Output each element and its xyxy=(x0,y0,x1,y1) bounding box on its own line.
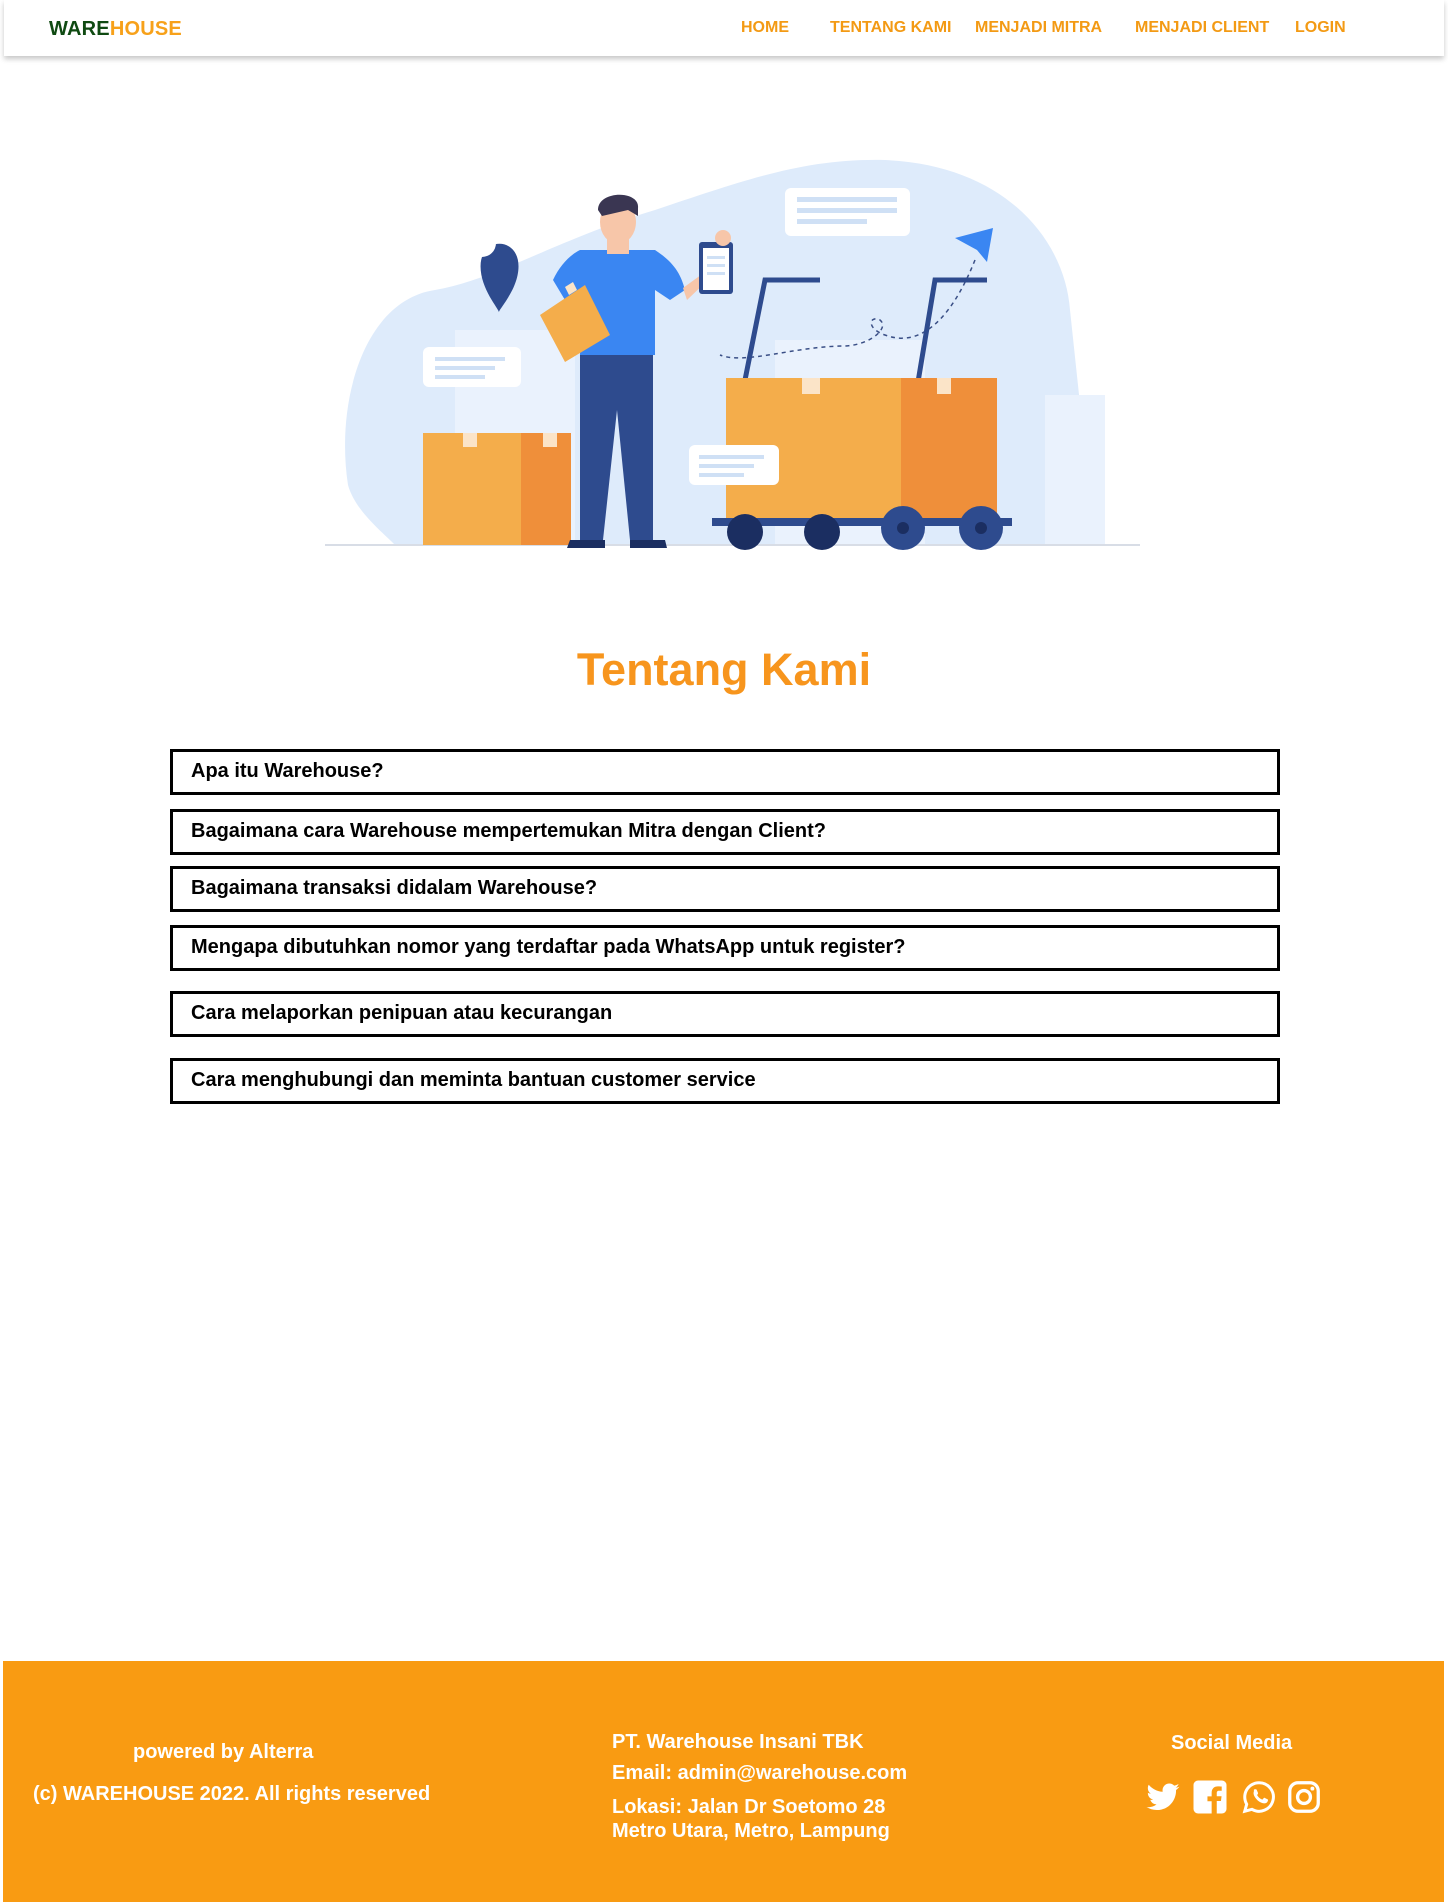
logo-ware: WARE xyxy=(49,18,110,40)
twitter-icon[interactable] xyxy=(1145,1779,1181,1815)
page-title: Tentang Kami xyxy=(576,644,872,695)
nav-menjadi-client[interactable]: MENJADI CLIENT xyxy=(1135,19,1270,36)
footer-location-line2: Metro Utara, Metro, Lampung xyxy=(612,1820,890,1842)
faq-item-6[interactable] xyxy=(170,1058,1280,1104)
message-card-left xyxy=(423,347,521,387)
nav-login[interactable]: LOGIN xyxy=(1295,19,1346,36)
whatsapp-icon[interactable] xyxy=(1241,1779,1277,1815)
faq-question: Cara menghubungi dan meminta bantuan customer service xyxy=(191,1069,756,1091)
faq-item-1[interactable] xyxy=(170,749,1280,795)
nav-menjadi-mitra[interactable]: MENJADI MITRA xyxy=(975,19,1103,36)
nav-home[interactable]: HOME xyxy=(741,19,789,36)
hero-illustration xyxy=(325,150,1140,555)
faq-question: Bagaimana transaksi didalam Warehouse? xyxy=(191,877,598,899)
faq-question: Bagaimana cara Warehouse mempertemukan Mitra dengan Client? xyxy=(191,820,826,842)
logo[interactable] xyxy=(49,18,182,41)
faq-item-4[interactable] xyxy=(170,925,1280,971)
footer-social-title: Social Media xyxy=(1171,1732,1293,1754)
footer xyxy=(3,1661,1444,1902)
faq-question: Cara melaporkan penipuan atau kecurangan xyxy=(191,1002,613,1024)
faq-question: Mengapa dibutuhkan nomor yang terdaftar pada WhatsApp untuk register? xyxy=(191,936,906,958)
faq-item-2[interactable] xyxy=(170,809,1280,855)
faq-item-3[interactable] xyxy=(170,866,1280,912)
footer-powered: powered by Alterra xyxy=(133,1741,314,1763)
instagram-icon[interactable] xyxy=(1286,1779,1322,1815)
navbar xyxy=(4,0,1444,56)
message-card-cart xyxy=(689,445,779,485)
faq-question: Apa itu Warehouse? xyxy=(191,760,384,782)
facebook-icon[interactable] xyxy=(1192,1779,1228,1815)
footer-location-line1: Lokasi: Jalan Dr Soetomo 28 xyxy=(612,1796,886,1818)
message-card-top xyxy=(785,188,910,236)
logo-house: HOUSE xyxy=(109,18,182,40)
box-small xyxy=(423,433,571,545)
footer-email: Email: admin@warehouse.com xyxy=(612,1762,908,1784)
footer-company: PT. Warehouse Insani TBK xyxy=(612,1731,864,1753)
faq-item-5[interactable] xyxy=(170,991,1280,1037)
footer-copyright: (c) WAREHOUSE 2022. All rights reserved xyxy=(33,1783,431,1805)
nav-tentang-kami[interactable]: TENTANG KAMI xyxy=(830,19,952,36)
